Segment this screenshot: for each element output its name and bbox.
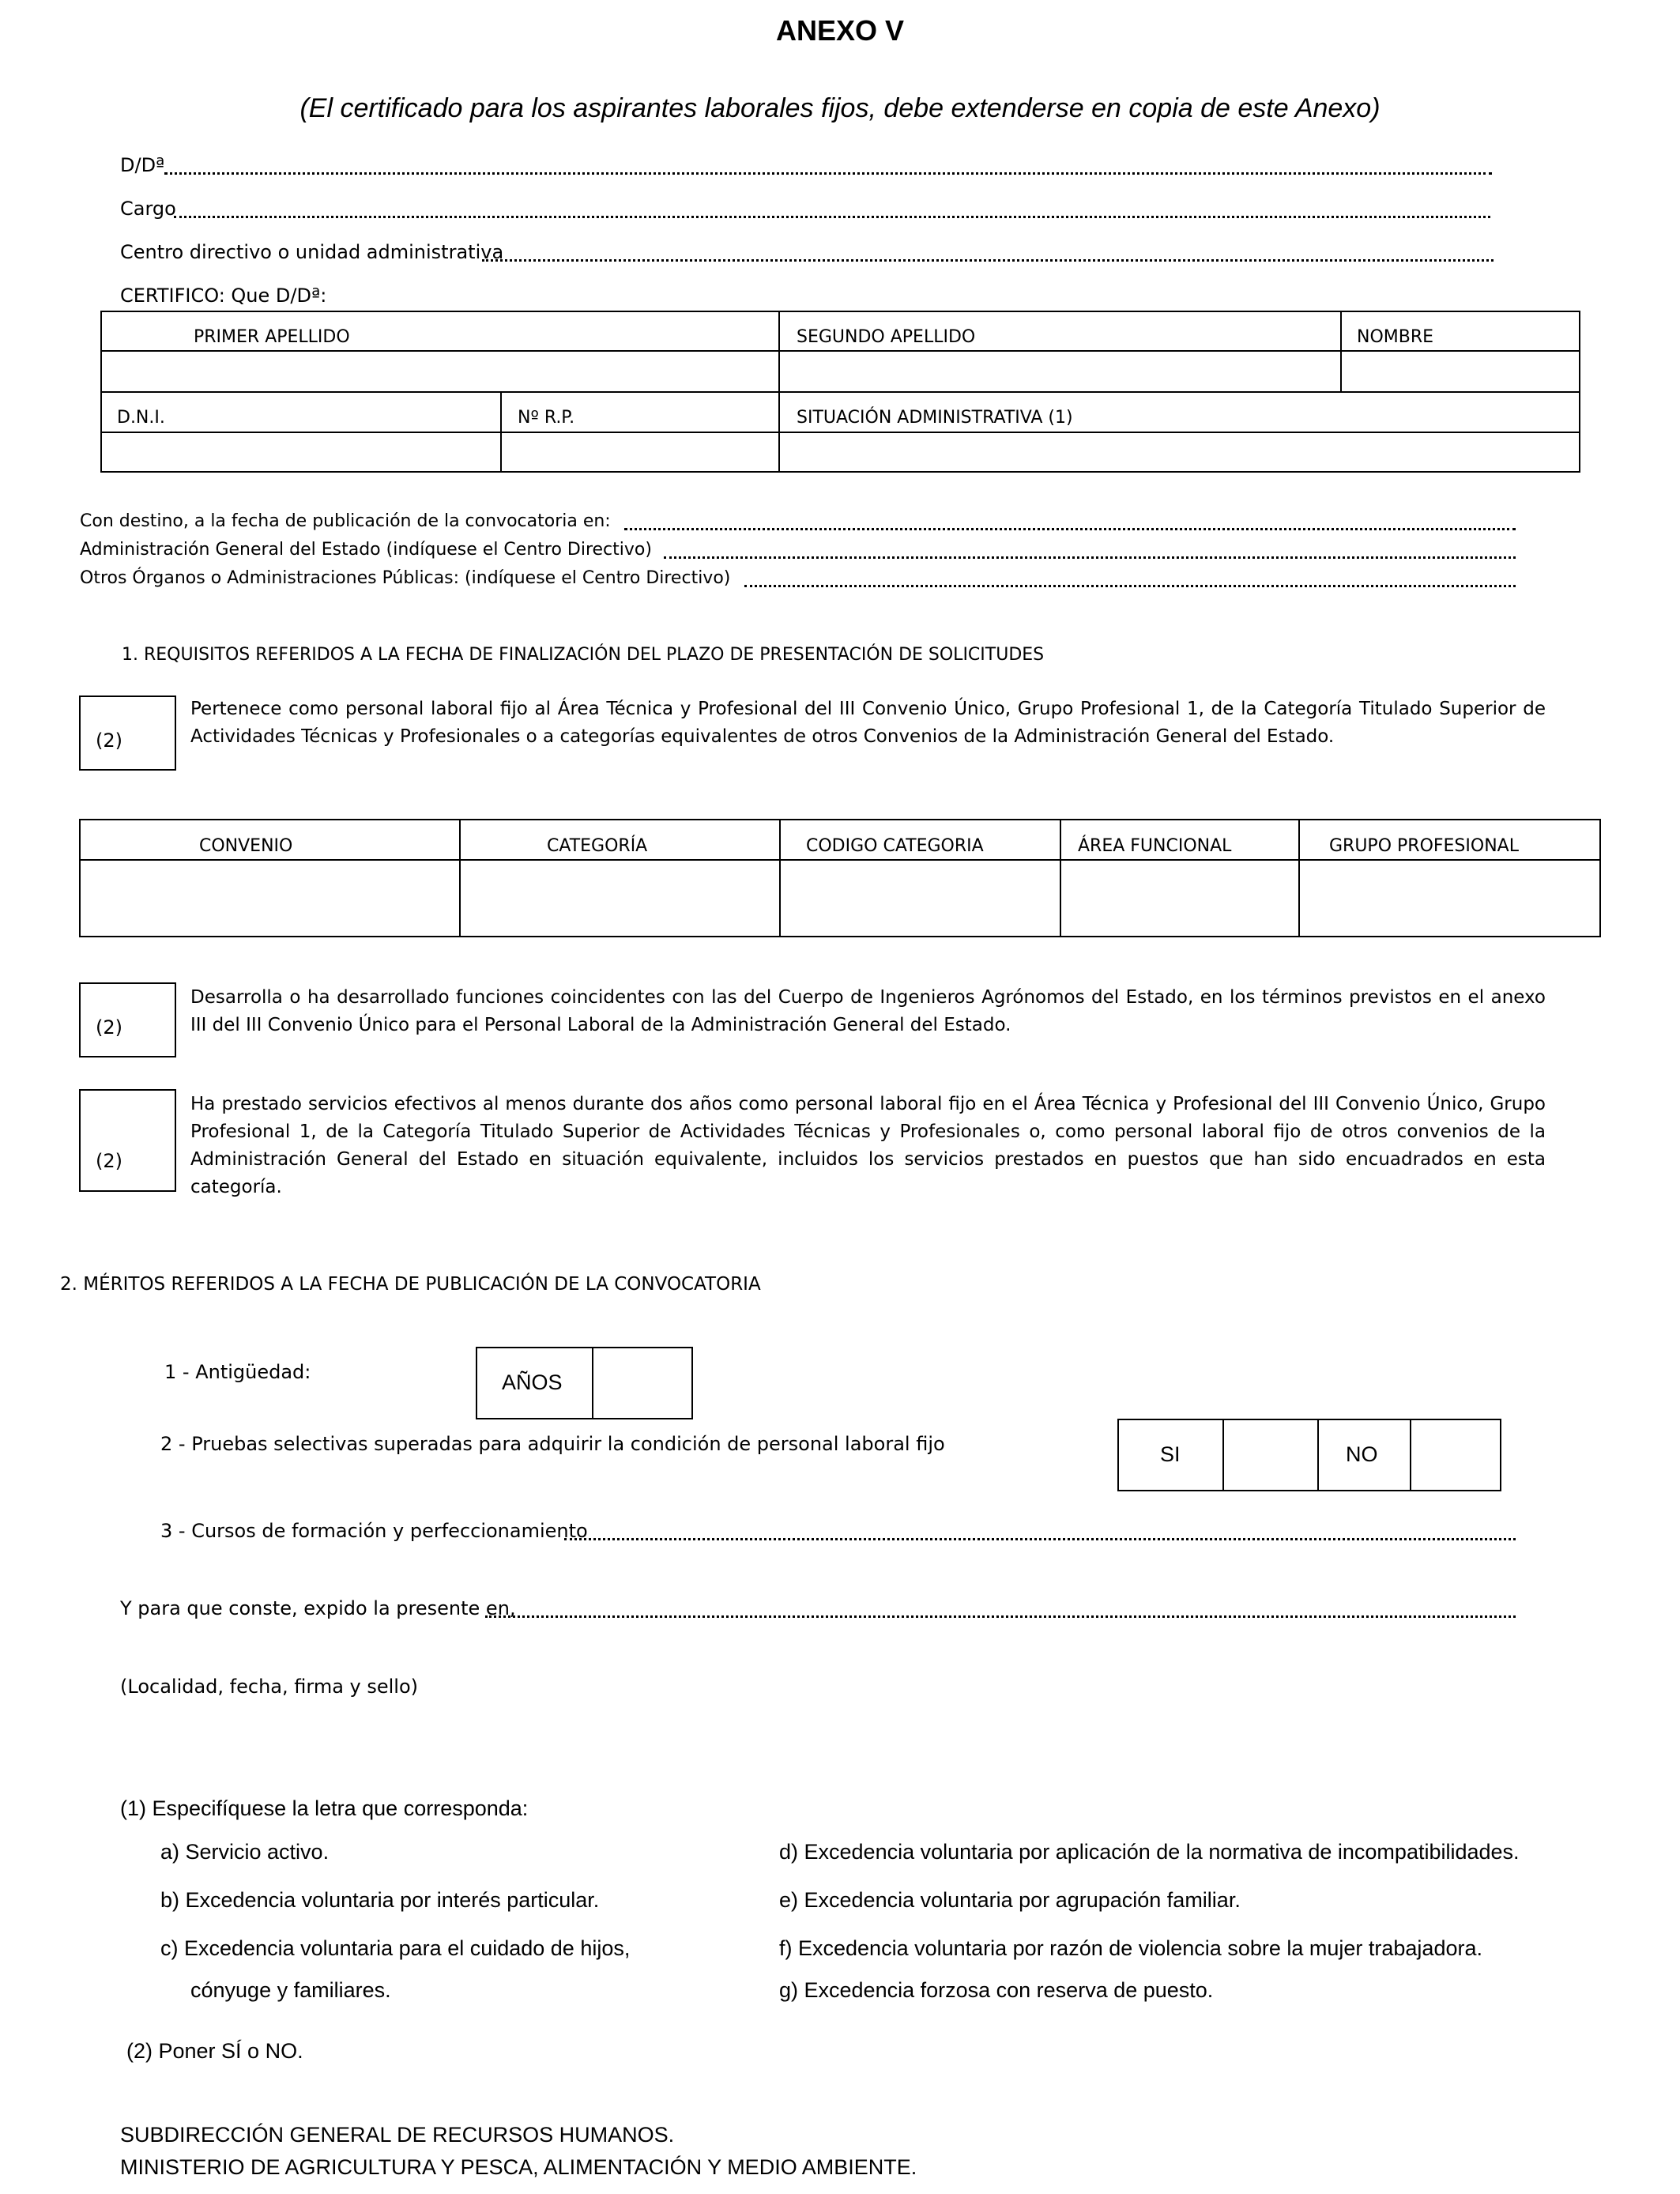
input-situacion[interactable] [781,433,1579,471]
input-codigo-categoria[interactable] [782,861,1059,936]
note-f: f) Excedencia voluntaria por razón de violencia sobre la mujer trabajadora. [779,1936,1482,1960]
destino-line1-fill[interactable] [624,528,1516,530]
input-categoria[interactable] [461,861,778,936]
col-grupo-profesional: GRUPO PROFESIONAL [1329,836,1519,856]
req1-text: Pertenece como personal laboral fijo al Área Técnica y Profesional del III Convenio Único, Grupo Profesional 1, de la Categoría Titulado Superior de Actividades Técnicas y Profesionales o a categorías equivalentes de otros Convenios de la Administración General del Estado. [190,699,1546,747]
page-subtitle: (El certificado para los aspirantes laborales fijos, debe extenderse en copia de este Anexo) [299,93,1381,123]
col-situacion: SITUACIÓN ADMINISTRATIVA (1) [797,408,1073,428]
input-primer-apellido[interactable] [102,352,778,390]
footer-line1: SUBDIRECCIÓN GENERAL DE RECURSOS HUMANOS. [120,2123,675,2147]
anos-box [476,1347,693,1419]
destino-line3: Otros Órganos o Administraciones Públicas: (indíquese el Centro Directivo) [80,568,731,588]
note2: (2) Poner SÍ o NO. [126,2039,303,2063]
no-label: NO [1346,1442,1378,1466]
localidad-label: (Localidad, fecha, firma y sello) [120,1676,419,1698]
col-segundo-apellido: SEGUNDO APELLIDO [797,327,976,347]
col-categoria: CATEGORÍA [547,836,648,856]
col-convenio: CONVENIO [199,836,293,856]
certifico-label: CERTIFICO: Que D/Dª: [120,285,327,307]
input-grupo-profesional[interactable] [1301,861,1599,936]
req3-checkbox[interactable] [79,1089,176,1192]
col-primer-apellido: PRIMER APELLIDO [194,327,350,347]
field-cargo-line[interactable] [174,216,1490,218]
field-centro-label: Centro directivo o unidad administrativa [120,241,504,263]
input-nrp[interactable] [503,433,778,471]
destino-line2: Administración General del Estado (indíquese el Centro Directivo) [80,540,652,560]
destino-line1: Con destino, a la fecha de publicación de la convocatoria en: [80,511,611,531]
input-nombre[interactable] [1343,352,1579,390]
expido-label: Y para que conste, expido la presente en, [120,1597,516,1619]
section2-heading: 2. MÉRITOS REFERIDOS A LA FECHA DE PUBLICACIÓN DE LA CONVOCATORIA [60,1274,761,1295]
note-b: b) Excedencia voluntaria por interés particular. [160,1888,600,1912]
note-c2: cónyuge y familiares. [190,1978,391,2002]
field-dd-line[interactable] [164,172,1492,175]
col-area-funcional: ÁREA FUNCIONAL [1078,836,1232,856]
section1-heading: 1. REQUISITOS REFERIDOS A LA FECHA DE FINALIZACIÓN DEL PLAZO DE PRESENTACIÓN DE SOLICITUDES [122,645,1045,665]
note-g: g) Excedencia forzosa con reserva de puesto. [779,1978,1214,2002]
req2-mark: (2) [96,1016,122,1039]
req3-mark: (2) [96,1150,122,1172]
req2-checkbox[interactable] [79,982,176,1057]
anos-input[interactable] [594,1348,691,1418]
footer-line2: MINISTERIO DE AGRICULTURA Y PESCA, ALIMENTACIÓN Y MEDIO AMBIENTE. [120,2155,917,2179]
cursos-line[interactable] [564,1538,1516,1540]
col-dni: D.N.I. [117,408,165,428]
antiguedad-label: 1 - Antigüedad: [164,1361,311,1383]
si-no-box [1117,1419,1501,1491]
input-convenio[interactable] [81,861,458,936]
note-e: e) Excedencia voluntaria por agrupación familiar. [779,1888,1241,1912]
input-segundo-apellido[interactable] [781,352,1339,390]
req1-checkbox[interactable] [79,696,176,771]
col-codigo-categoria: CODIGO CATEGORIA [806,836,984,856]
si-label: SI [1160,1442,1181,1466]
note-d: d) Excedencia voluntaria por aplicación de la normativa de incompatibilidades. [779,1840,1520,1864]
si-input[interactable] [1225,1420,1317,1490]
input-dni[interactable] [102,433,499,471]
destino-line3-fill[interactable] [744,585,1516,587]
page-title: ANEXO V [775,14,905,47]
req3-text: Ha prestado servicios efectivos al menos durante dos años como personal laboral fijo en el Área Técnica y Profesional del III Convenio Único, Grupo Profesional 1, de la Categoría Titulado Superior de Actividades Técnicas y Profesionales o, como personal laboral fijo de otros convenios de la Administración General del Estado en situación equivalente, incluidos los servicios prestados en puestos que han sido encuadrados en esta categoría. [190,1094,1546,1197]
note-c1: c) Excedencia voluntaria para el cuidado de hijos, [160,1936,631,1960]
pruebas-label: 2 - Pruebas selectivas superadas para adquirir la condición de personal laboral fijo [160,1433,945,1455]
note-a: a) Servicio activo. [160,1840,330,1864]
expido-line[interactable] [485,1615,1516,1618]
req2-text: Desarrolla o ha desarrollado funciones coincidentes con las del Cuerpo de Ingenieros Agrónomos del Estado, en los términos previstos en el anexo III del III Convenio Único para el Personal Laboral de la Administración General del Estado. [190,987,1546,1035]
anos-label: AÑOS [502,1370,563,1394]
cursos-label: 3 - Cursos de formación y perfeccionamiento [160,1520,588,1542]
note1-title: (1) Especifíquese la letra que corresponda: [120,1796,529,1820]
no-input[interactable] [1412,1420,1500,1490]
field-centro-line[interactable] [482,259,1494,262]
col-nrp: Nº R.P. [518,408,575,428]
field-cargo-label: Cargo [120,198,176,220]
destino-line2-fill[interactable] [664,556,1516,559]
field-dd-label: D/Dª [120,154,165,176]
req1-mark: (2) [96,729,122,752]
input-area-funcional[interactable] [1062,861,1298,936]
col-nombre: NOMBRE [1357,327,1434,347]
